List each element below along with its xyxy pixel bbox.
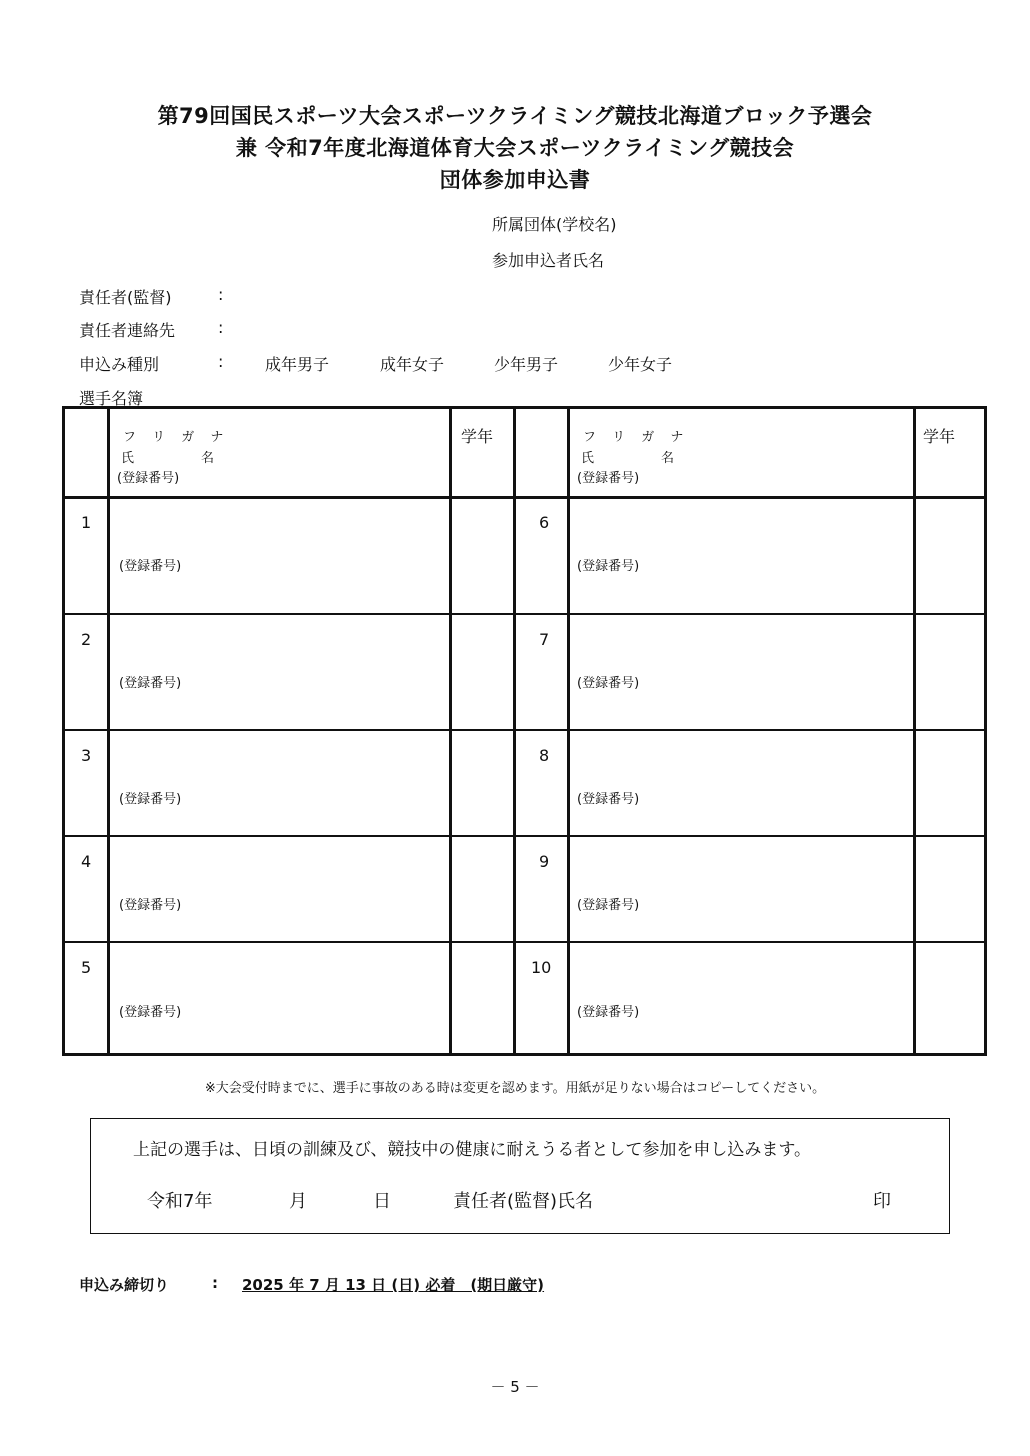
declaration-day: 日 [373, 1191, 391, 1212]
row-reg-6: (登録番号) [577, 559, 640, 574]
entry-type-colon: : [218, 352, 224, 371]
header-name-left-1: 氏 [121, 451, 135, 466]
manager-label: 責任者(監督) [79, 288, 172, 307]
page-number: － 5 － [490, 1378, 540, 1396]
title-line-3: 団体参加申込書 [439, 168, 591, 192]
category-youth-women: 少年女子 [608, 355, 673, 374]
row-number-5: 5 [81, 958, 92, 977]
row-reg-1: (登録番号) [119, 559, 182, 574]
row-number-7: 7 [539, 630, 550, 649]
declaration-era: 令和7年 [147, 1191, 213, 1212]
header-name-right-2: 名 [661, 451, 675, 466]
row-number-3: 3 [81, 746, 92, 765]
header-grade-right: 学年 [923, 427, 956, 446]
roster-table [62, 406, 987, 1056]
manager-contact-label: 責任者連絡先 [79, 321, 176, 340]
row-reg-7: (登録番号) [577, 676, 640, 691]
table-hline [65, 835, 984, 837]
table-vline [913, 409, 916, 1053]
manager-contact-colon: : [218, 318, 224, 337]
declaration-signer: 責任者(監督)氏名 [453, 1191, 594, 1212]
category-adult-women: 成年女子 [380, 355, 445, 374]
row-number-9: 9 [539, 852, 550, 871]
header-reg-left: (登録番号) [117, 471, 180, 486]
declaration-month: 月 [289, 1191, 307, 1212]
header-grade-left: 学年 [461, 427, 494, 446]
row-reg-10: (登録番号) [577, 1005, 640, 1020]
row-number-10: 10 [531, 958, 552, 977]
row-reg-8: (登録番号) [577, 792, 640, 807]
table-hline [65, 496, 984, 499]
header-name-right-1: 氏 [581, 451, 595, 466]
note-text: ※大会受付時までに、選手に事故のある時は変更を認めます。用紙が足りない場合はコピーしてください。 [204, 1081, 826, 1096]
declaration-box [90, 1118, 950, 1234]
table-vline [449, 409, 452, 1053]
row-reg-2: (登録番号) [119, 676, 182, 691]
title-line-2: 兼 令和7年度北海道体育大会スポーツクライミング競技会 [235, 136, 795, 160]
deadline-label: 申込み締切り [79, 1276, 170, 1294]
title-line-1: 第79回国民スポーツ大会スポーツクライミング競技北海道ブロック予選会 [157, 104, 873, 128]
row-number-6: 6 [539, 513, 550, 532]
manager-colon: : [218, 285, 224, 304]
seal-mark: 印 [873, 1191, 891, 1212]
header-furigana-left: フ リ ガ ナ [123, 430, 230, 445]
row-reg-9: (登録番号) [577, 898, 640, 913]
row-reg-3: (登録番号) [119, 792, 182, 807]
row-number-2: 2 [81, 630, 92, 649]
header-reg-right: (登録番号) [577, 471, 640, 486]
row-number-1: 1 [81, 513, 92, 532]
row-number-4: 4 [81, 852, 92, 871]
table-hline [65, 941, 984, 943]
entry-type-label: 申込み種別 [79, 355, 160, 374]
table-hline [65, 729, 984, 731]
category-adult-men: 成年男子 [265, 355, 330, 374]
applicant-label: 参加申込者氏名 [492, 251, 605, 270]
category-youth-men: 少年男子 [494, 355, 559, 374]
table-vline [107, 409, 110, 1053]
row-reg-4: (登録番号) [119, 898, 182, 913]
deadline-colon: : [212, 1274, 218, 1292]
deadline-value: 2025 年 7 月 13 日 (日) 必着 (期日厳守) [242, 1276, 545, 1294]
row-number-8: 8 [539, 746, 550, 765]
roster-label: 選手名簿 [79, 389, 144, 408]
table-vline [513, 409, 516, 1053]
declaration-text: 上記の選手は、日頃の訓練及び、競技中の健康に耐えうる者として参加を申し込みます。 [133, 1140, 811, 1160]
table-vline [567, 409, 570, 1053]
header-name-left-2: 名 [201, 451, 215, 466]
table-hline [65, 613, 984, 615]
header-furigana-right: フ リ ガ ナ [583, 430, 690, 445]
affiliation-label: 所属団体(学校名) [492, 215, 617, 234]
row-reg-5: (登録番号) [119, 1005, 182, 1020]
